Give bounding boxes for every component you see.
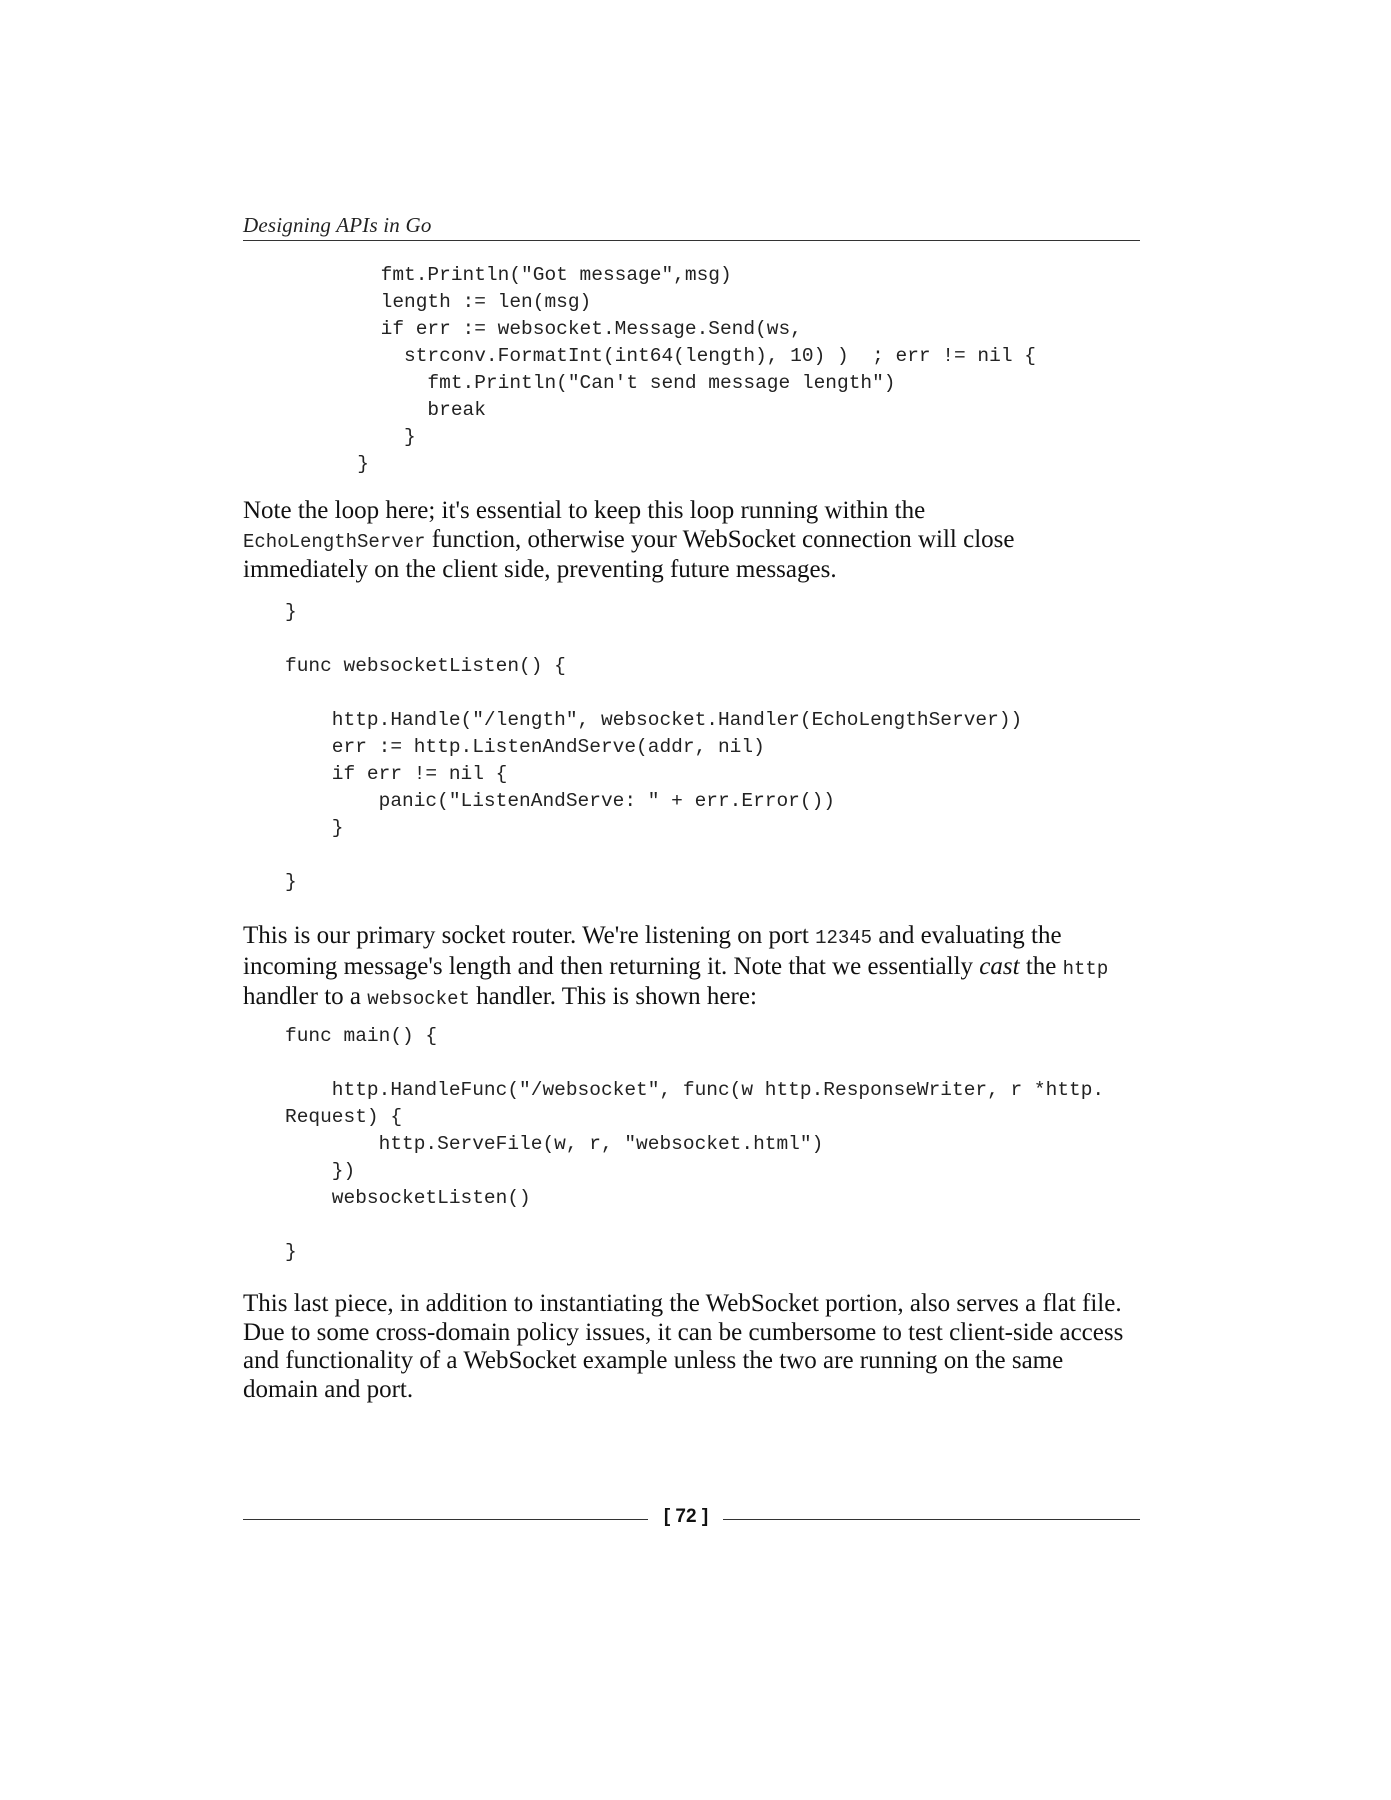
code-line: fmt.Println("Got message",msg) xyxy=(287,264,732,286)
code-line: } xyxy=(285,817,344,839)
code-line: if err := websocket.Message.Send(ws, xyxy=(287,318,802,340)
paragraph-last-piece: This last piece, in addition to instantiating the WebSocket portion, also serves a flat file. Due to some cross-domain policy issues, it can be cumbersome to test client-side access and functionality of a WebSocket example unless the two are running on the same domain and port. xyxy=(243,1290,1124,1403)
inline-code-websocket: websocket xyxy=(367,988,470,1010)
code-line xyxy=(285,1050,1104,1077)
paragraph-text: handler to a xyxy=(243,983,368,1010)
code-block-main xyxy=(285,1023,1104,1266)
footer-rule-right xyxy=(723,1519,1140,1520)
code-line: } xyxy=(287,426,416,448)
code-block-websocket-listen xyxy=(285,599,1022,896)
code-line: strconv.FormatInt(int64(length), 10) ) ; err != nil { xyxy=(287,345,1036,367)
code-block-echo-loop xyxy=(287,262,1036,478)
code-line: }) xyxy=(285,1160,356,1182)
footer-rule-left xyxy=(243,1519,648,1520)
paragraph-text: and evaluating the incoming message's length and then returning it. Note that we essentially xyxy=(243,922,1062,980)
inline-code-port: 12345 xyxy=(815,927,873,949)
emphasis-cast: cast xyxy=(979,952,1020,980)
inline-code-http: http xyxy=(1062,957,1109,980)
page-number: [ 72 ] xyxy=(663,1506,709,1527)
running-header: Designing APIs in Go xyxy=(243,213,432,237)
code-line: if err != nil { xyxy=(285,763,508,785)
inline-code-echolengthserver: EchoLengthServer xyxy=(243,530,426,553)
header-rule xyxy=(243,240,1140,241)
code-line xyxy=(285,626,1022,653)
code-line: break xyxy=(287,399,486,421)
paragraph-socket-router xyxy=(243,922,1143,1014)
code-line: websocketListen() xyxy=(285,1187,531,1209)
paragraph-text: This is our primary socket router. We're listening on port xyxy=(243,922,816,949)
code-line: } xyxy=(285,1241,297,1263)
paragraph-text: the xyxy=(1019,952,1063,980)
code-line: length := len(msg) xyxy=(287,291,592,313)
code-line xyxy=(285,680,1022,707)
code-line: } xyxy=(287,453,369,475)
paragraph-text: function, otherwise your WebSocket connection will close immediately on the client side, preventing future messages. xyxy=(243,525,1015,583)
code-line: fmt.Println("Can't send message length") xyxy=(287,372,896,394)
code-line: Request) { xyxy=(285,1106,403,1128)
code-line xyxy=(285,1212,1104,1239)
code-line: http.Handle("/length", websocket.Handler(EchoLengthServer)) xyxy=(285,709,1023,731)
code-line: panic("ListenAndServe: " + err.Error()) xyxy=(285,790,835,812)
code-line: http.ServeFile(w, r, "websocket.html") xyxy=(285,1133,824,1155)
paragraph-text: handler. This is shown here: xyxy=(469,983,757,1010)
code-line: http.HandleFunc("/websocket", func(w http.ResponseWriter, r *http. xyxy=(285,1079,1105,1101)
code-line: err := http.ListenAndServe(addr, nil) xyxy=(285,736,765,758)
paragraph-loop-note xyxy=(243,497,1143,585)
code-line: func websocketListen() { xyxy=(285,655,566,677)
code-line: } xyxy=(285,601,297,623)
code-line xyxy=(285,842,1022,869)
paragraph-text: Note the loop here; it's essential to keep this loop running within the xyxy=(243,497,926,524)
code-line: } xyxy=(285,871,297,893)
code-line: func main() { xyxy=(285,1025,438,1047)
